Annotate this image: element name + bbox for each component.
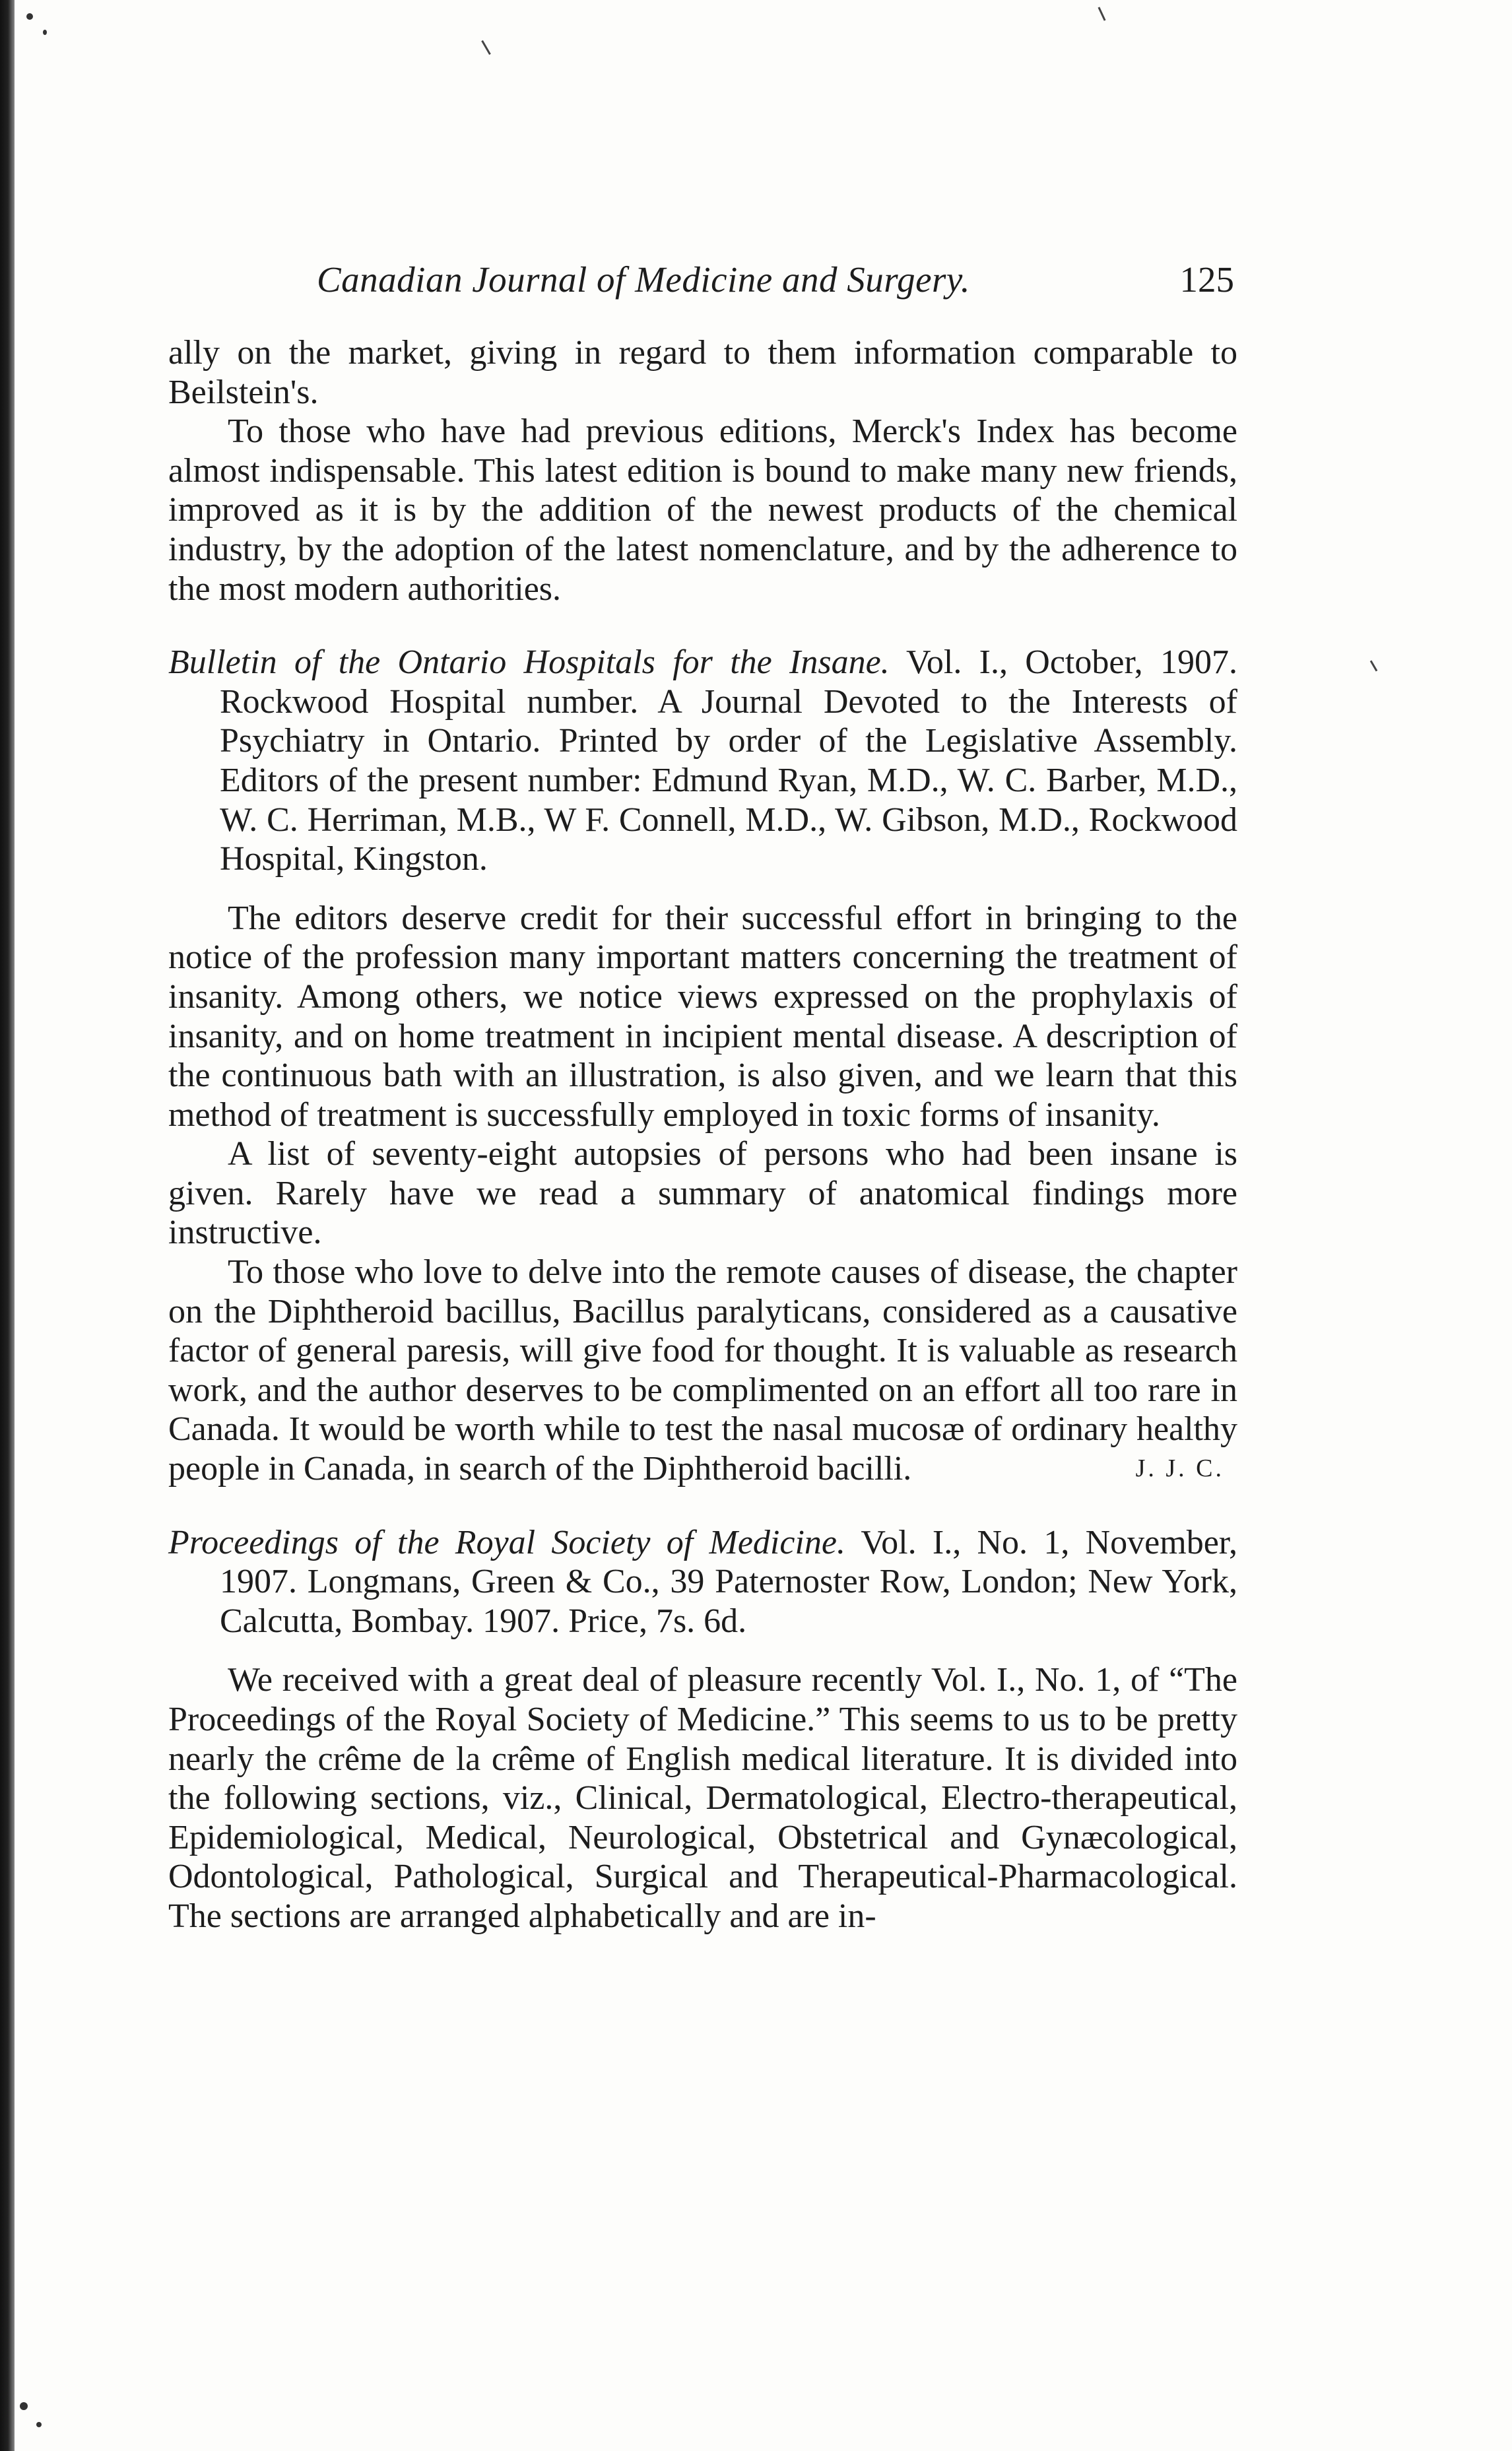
page-number: 125	[1179, 259, 1234, 300]
scan-speck	[26, 13, 33, 20]
reviewer-signature: J. J. C.	[1135, 1454, 1224, 1483]
proceedings-details: Vol. I., No. 1, November, 1907. Longmans, Green & Co., 39 Paternoster Row, London; New York, Calcutta, Bombay. 1907. Price, 7s. 6d.	[220, 1523, 1238, 1640]
scan-speck	[36, 2422, 42, 2427]
proceedings-citation	[168, 1523, 1237, 1641]
proceedings-title: Proceedings of the Royal Society of Medicine.	[168, 1523, 845, 1561]
bulletin-citation	[168, 643, 1237, 879]
scan-mark	[481, 40, 491, 55]
article-body	[168, 333, 1237, 1936]
merck-review-paragraph: To those who have had previous editions, Merck's Index has become almost indispensable. This latest edition is bound to make many new friends, improved as it is by the addition of the newest products of the chemical industry, by the adoption of the latest nomenclature, and by the adherence to the most modern authorities.	[168, 412, 1237, 608]
bulletin-title: Bulletin of the Ontario Hospitals for the Insane.	[168, 643, 890, 682]
bulletin-paragraph	[168, 1253, 1237, 1489]
bulletin-paragraph: A list of seventy-eight autopsies of persons who had been insane is given. Rarely have we read a summary of anatomical findings more instructive.	[168, 1135, 1237, 1252]
scan-mark	[1098, 7, 1105, 20]
running-title: Canadian Journal of Medicine and Surgery.	[317, 259, 971, 300]
scan-speck	[20, 2402, 28, 2410]
merck-review-continuation: ally on the market, giving in regard to them information comparable to Beilstein's.	[168, 334, 1237, 411]
bulletin-details: Vol. I., October, 1907. Rockwood Hospital number. A Journal Devoted to the Interests of Psychiatry in Ontario. Printed by order of the Legislative Assembly. Editors of the present number: Edmund Ryan, M.D., W. C. Barber, M.D., W. C. Herriman, M.B., W F. Connell, M.D., W. Gibson, M.D., Rockwood Hospital, Kingston.	[220, 643, 1237, 878]
proceedings-paragraph: We received with a great deal of pleasure recently Vol. I., No. 1, of “The Proceedings of the Royal Society of Medicine.” This seems to us to be pretty nearly the crême de la crême of English medical literature. It is divided into the following sections, viz., Clinical, Dermatological, Electro-therapeutical, Epidemiological, Medical, Neurological, Obstetrical and Gynæcological, Odontological, Pathological, Surgical and Therapeutical-Pharmacological. The sections are arranged alphabetically and are in-	[168, 1661, 1237, 1935]
bulletin-paragraph-text: To those who love to delve into the remote causes of disease, the chapter on the Diphtheroid bacillus, Bacillus paralyticans, considered as a causative factor of general paresis, will give food for thought. It is valuable as research work, and the author deserves to be complimented on an effort all too rare in Canada. It would be worth while to test the nasal mucosæ of ordinary healthy people in Canada, in search of the Diphtheroid bacilli.	[168, 1253, 1237, 1488]
book-spine-shadow	[0, 0, 15, 2451]
bulletin-paragraph: The editors deserve credit for their successful effort in bringing to the notice of the profession many important matters concerning the treatment of insanity. Among others, we notice views expressed on the prophylaxis of insanity, and on home treatment in incipient mental disease. A description of the continuous bath with an illustration, is also given, and we learn that this method of treatment is successfully employed in toxic forms of insanity.	[168, 899, 1237, 1134]
scan-speck	[43, 30, 47, 35]
scan-mark	[1370, 660, 1378, 671]
page-header	[168, 259, 1237, 305]
